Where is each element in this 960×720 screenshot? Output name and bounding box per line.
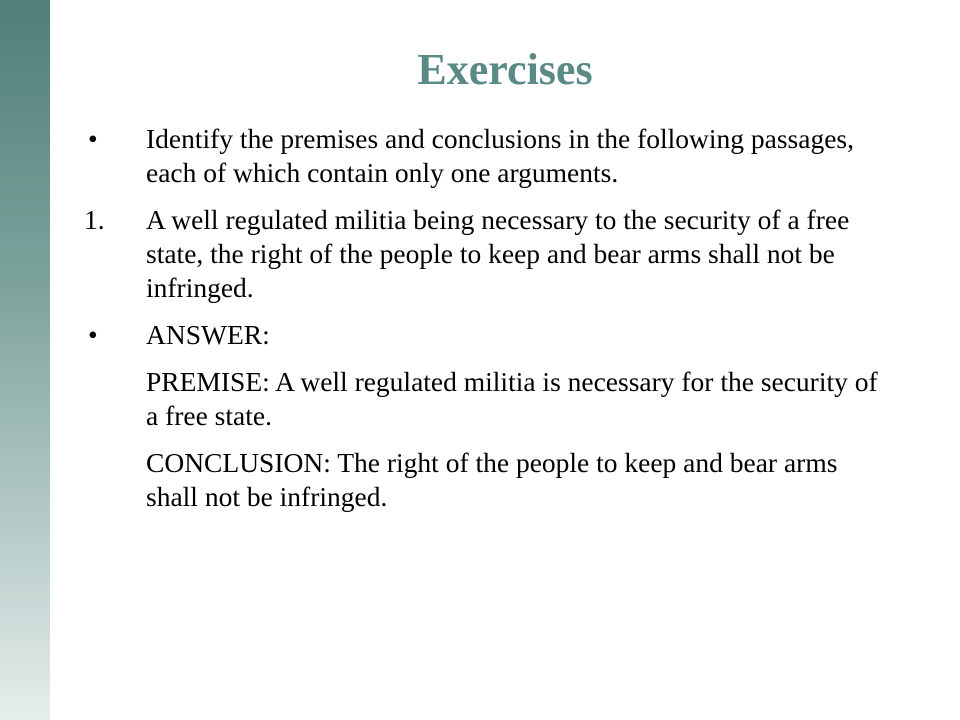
bullet-marker: • — [88, 123, 98, 154]
bullet-marker: • — [88, 319, 98, 350]
decorative-side-bar — [0, 0, 50, 720]
slide-body — [84, 122, 884, 527]
answer-label: ANSWER: — [146, 319, 270, 350]
exercise-1-text: A well regulated militia being necessary to the security of a free state, the right of the people to keep and bear arms shall not be infringed. — [146, 204, 850, 303]
list-item-conclusion — [84, 446, 884, 514]
list-item-answer — [84, 318, 884, 352]
instruction-text: Identify the premises and conclusions in the following passages, each of which contain only one arguments. — [146, 123, 854, 188]
premise-text: PREMISE: A well regulated militia is necessary for the security of a free state. — [146, 366, 878, 431]
list-item-premise — [84, 365, 884, 433]
list-item-exercise-1 — [84, 203, 884, 305]
slide-title: Exercises — [417, 45, 593, 94]
list-item-instruction — [84, 122, 884, 190]
conclusion-text: CONCLUSION: The right of the people to keep and bear arms shall not be infringed. — [146, 447, 838, 512]
number-marker: 1. — [84, 204, 105, 235]
